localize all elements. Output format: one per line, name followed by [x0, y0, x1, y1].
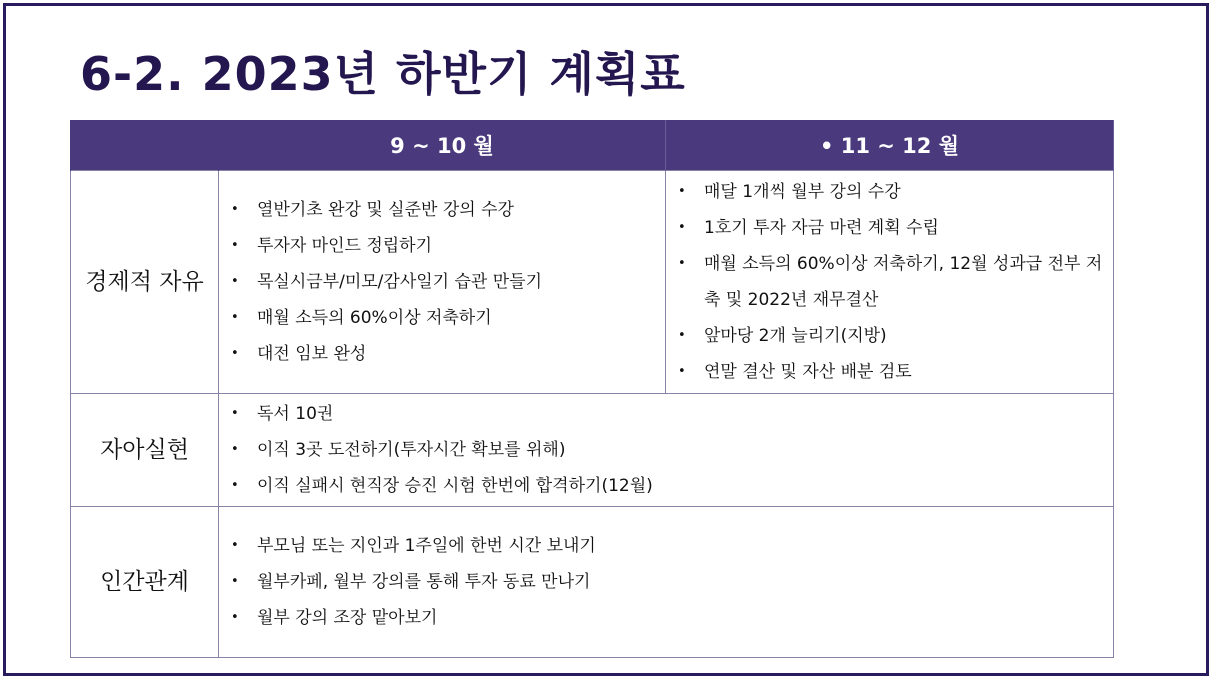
list-item: • 앞마당 2개 늘리기(지방) — [674, 318, 1105, 354]
list-item: • 열반기초 완강 및 실준반 강의 수강 — [227, 192, 657, 228]
list-item: • 1호기 투자 자금 마련 계획 수립 — [674, 210, 1105, 246]
page-title: 6-2. 2023년 하반기 계획표 — [80, 47, 686, 101]
list-item: • 연말 결산 및 자산 배분 검토 — [674, 354, 1105, 390]
row-label-self-realization: 자아실현 — [71, 394, 219, 507]
list-item: • 대전 임보 완성 — [227, 336, 657, 372]
cell-economic-nov-dec — [666, 171, 1114, 394]
list-item: • 부모님 또는 지인과 1주일에 한번 시간 보내기 — [227, 528, 1105, 564]
list-item: • 월부카페, 월부 강의를 통해 투자 동료 만나기 — [227, 564, 1105, 600]
row-label-economic-freedom: 경제적 자유 — [71, 171, 219, 394]
header-nov-dec: • 11 ~ 12 월 — [666, 120, 1114, 171]
list-item: • 이직 실패시 현직장 승진 시험 한번에 합격하기(12월) — [227, 468, 1105, 504]
list-item: • 목실시금부/미모/감사일기 습관 만들기 — [227, 264, 657, 300]
list-item: • 투자자 마인드 정립하기 — [227, 228, 657, 264]
header-corner — [71, 120, 219, 171]
row-label-relationships: 인간관계 — [71, 507, 219, 658]
cell-relationships — [219, 507, 1114, 658]
list-relationships — [219, 528, 1113, 636]
row-relationships — [71, 507, 1114, 658]
header-sep-oct: 9 ~ 10 월 — [219, 120, 666, 171]
row-economic-freedom — [71, 171, 1114, 394]
cell-self-realization — [219, 394, 1114, 507]
list-economic-nov-dec — [666, 174, 1113, 390]
cell-economic-sep-oct — [219, 171, 666, 394]
slide — [3, 3, 1209, 676]
plan-table — [70, 120, 1114, 658]
row-self-realization — [71, 394, 1114, 507]
list-item: • 매월 소득의 60%이상 저축하기, 12월 성과급 전부 저축 및 2022년 재무결산 — [674, 246, 1105, 318]
list-self-realization — [219, 396, 1113, 504]
list-item: • 이직 3곳 도전하기(투자시간 확보를 위해) — [227, 432, 1105, 468]
list-item: • 독서 10권 — [227, 396, 1105, 432]
table-header-row — [71, 120, 1114, 171]
list-item: • 매달 1개씩 월부 강의 수강 — [674, 174, 1105, 210]
list-item: • 월부 강의 조장 맡아보기 — [227, 600, 1105, 636]
list-economic-sep-oct — [219, 192, 665, 372]
list-item: • 매월 소득의 60%이상 저축하기 — [227, 300, 657, 336]
